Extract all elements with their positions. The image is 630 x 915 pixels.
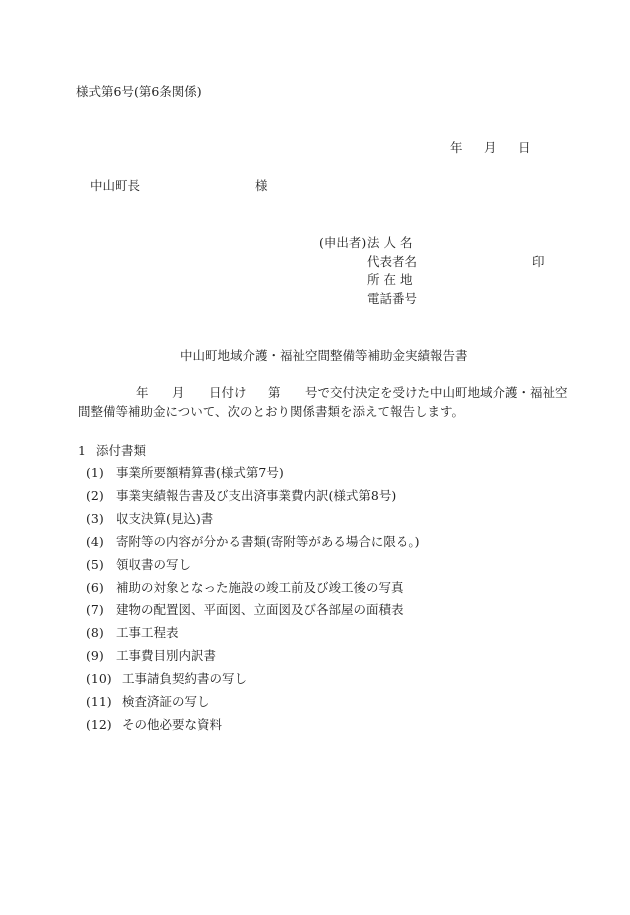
- form-number: 様式第6号(第6条関係): [76, 84, 202, 99]
- list-item: [86, 627, 179, 640]
- body-date-suffix: 日付け: [209, 385, 247, 400]
- body-month-label: 月: [172, 385, 185, 400]
- list-item: [86, 513, 213, 526]
- list-item-text: 寄附等の内容が分かる書類(寄附等がある場合に限る。): [116, 534, 420, 549]
- list-item-number: (6): [86, 580, 104, 595]
- corporation-label: 法 人 名: [367, 235, 413, 250]
- list-item: [86, 650, 216, 663]
- list-item: [86, 559, 191, 572]
- body-line2: 間整備等補助金について、次のとおり関係書類を添えて報告します。: [78, 404, 465, 419]
- list-item-text: 領収書の写し: [116, 557, 192, 572]
- list-item-number: (7): [86, 602, 104, 617]
- list-item-text: 収支決算(見込)書: [116, 511, 214, 526]
- addressee-name: 中山町長: [90, 178, 141, 193]
- list-item: [86, 582, 404, 595]
- list-item-text: 工事工程表: [116, 625, 179, 640]
- list-item: [86, 467, 284, 480]
- list-item: [86, 490, 396, 503]
- applicant-prefix: (申出者): [319, 235, 367, 250]
- date-day-label: 日: [518, 140, 531, 155]
- list-item-text: 事業実績報告書及び支出済事業費内訳(様式第8号): [116, 488, 397, 503]
- address-label: 所 在 地: [367, 272, 413, 287]
- list-item: [86, 719, 222, 732]
- date-year-label: 年: [450, 140, 463, 155]
- list-item-number: (10): [86, 671, 112, 686]
- list-item: [86, 673, 247, 686]
- list-item-number: (2): [86, 488, 104, 503]
- body-dai-label: 第: [268, 385, 281, 400]
- list-item-text: 検査済証の写し: [122, 694, 210, 709]
- section-number: 1: [78, 443, 86, 458]
- list-item-text: 建物の配置図、平面図、立面図及び各部屋の面積表: [116, 602, 404, 617]
- list-item: [86, 604, 404, 617]
- list-item-text: 工事請負契約書の写し: [122, 671, 248, 686]
- body-year-label: 年: [136, 385, 149, 400]
- list-item-text: 補助の対象となった施設の竣工前及び竣工後の写真: [116, 580, 404, 595]
- seal-label: 印: [532, 254, 545, 269]
- list-item-number: (8): [86, 625, 104, 640]
- body-line1-rest: 号で交付決定を受けた中山町地域介護・福祉空: [305, 385, 568, 400]
- representative-label: 代表者名: [367, 254, 418, 269]
- list-item: [86, 536, 420, 549]
- document-title: 中山町地域介護・福祉空間整備等補助金実績報告書: [180, 348, 468, 363]
- date-month-label: 月: [484, 140, 497, 155]
- section-title: 添付書類: [96, 443, 147, 458]
- phone-label: 電話番号: [367, 291, 418, 306]
- addressee-honorific: 様: [255, 178, 268, 193]
- list-item-text: 工事費目別内訳書: [116, 648, 217, 663]
- list-item-number: (9): [86, 648, 104, 663]
- list-item-number: (12): [86, 717, 112, 732]
- list-item: [86, 696, 210, 709]
- list-item-text: 事業所要額精算書(様式第7号): [116, 465, 284, 480]
- list-item-number: (3): [86, 511, 104, 526]
- list-item-number: (11): [86, 694, 112, 709]
- list-item-number: (1): [86, 465, 104, 480]
- list-item-number: (4): [86, 534, 104, 549]
- list-item-number: (5): [86, 557, 104, 572]
- list-item-text: その他必要な資料: [122, 717, 223, 732]
